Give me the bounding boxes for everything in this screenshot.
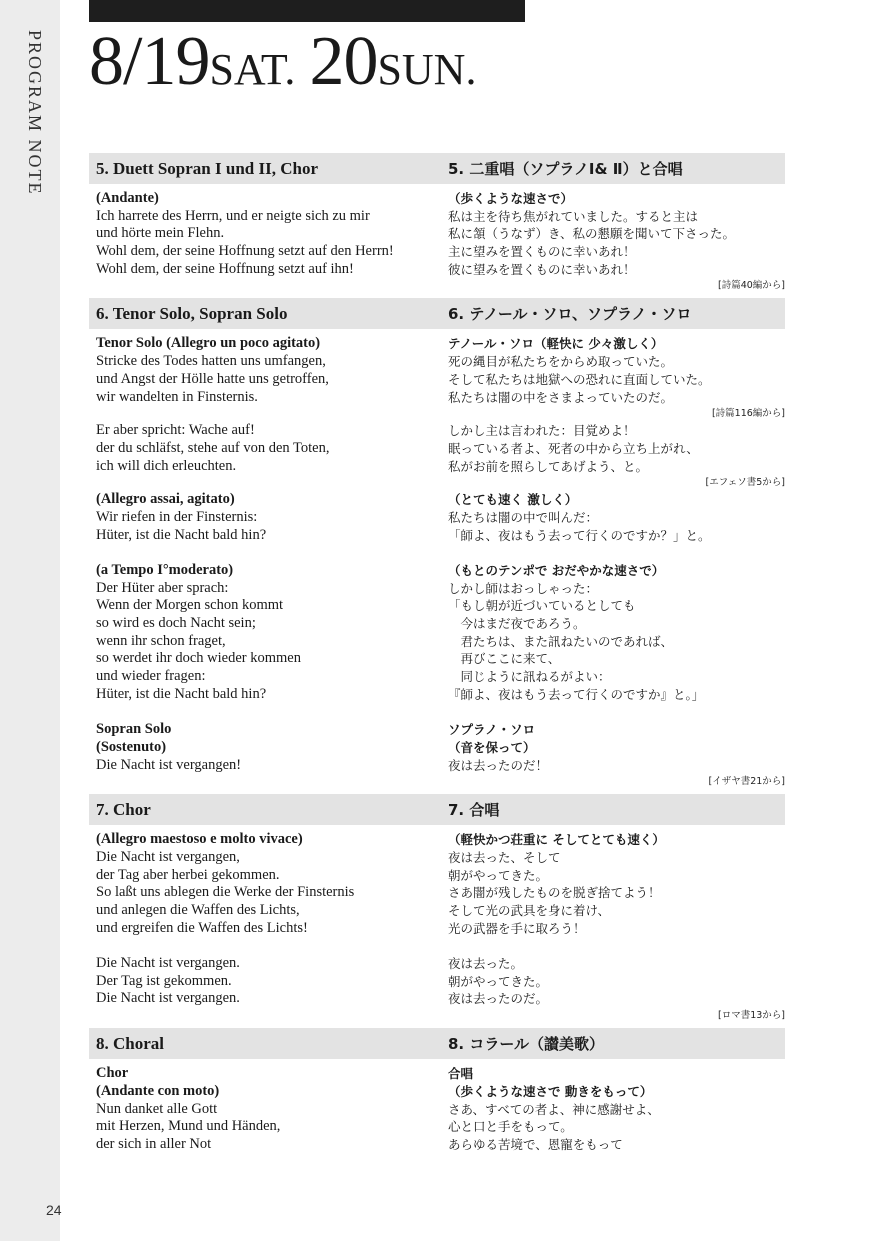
section-title-ja: 5. 二重唱（ソプラノⅠ& Ⅱ）と合唱 [448, 160, 683, 178]
spacer [89, 937, 785, 955]
japanese-line: （もとのテンポで おだやかな速さで） [448, 563, 665, 578]
japanese-text [448, 422, 785, 475]
japanese-line: 私に頷（うなず）き、私の懇願を聞いて下さった。 [448, 226, 736, 242]
japanese-line: ソプラノ・ソロ [448, 722, 536, 738]
german-line: wir wandelten in Finsternis. [96, 388, 258, 405]
section-body [89, 1059, 785, 1157]
german-line: Er aber spricht: Wache auf! [96, 422, 255, 439]
japanese-line: 夜は去ったのだ！ [448, 757, 549, 773]
side-label: PROGRAM NOTE [25, 30, 45, 196]
citation: [イザヤ書21から] [708, 776, 785, 788]
section-header [89, 153, 785, 184]
german-line: Wohl dem, der seine Hoffnung setzt auf ihn! [96, 260, 354, 277]
german-text [89, 190, 448, 278]
text-block [89, 721, 785, 774]
japanese-line: 光の武器を手に取ろう！ [448, 920, 586, 936]
german-line: Tenor Solo (Allegro un poco agitato) [96, 335, 321, 352]
japanese-text [448, 831, 785, 937]
german-line: mit Herzen, Mund und Händen, [96, 1118, 281, 1135]
german-line: (Andante con moto) [96, 1082, 220, 1099]
german-line: und anlegen die Waffen des Lichts, [96, 902, 300, 918]
german-line: so werdet ihr doch wieder kommen [96, 650, 301, 667]
citation: [詩篇116編から] [711, 408, 785, 420]
german-line: Nun danket alle Gott [96, 1100, 218, 1117]
page-number: 24 [46, 1202, 62, 1218]
german-line: der Tag aber herbei gekommen. [96, 866, 280, 883]
text-block [89, 1065, 785, 1153]
section [89, 153, 785, 298]
section-body [89, 329, 785, 794]
japanese-line: しかし主は言われた：目覚めよ！ [448, 423, 636, 439]
japanese-text [448, 721, 785, 774]
text-block [89, 562, 785, 704]
text-block [89, 190, 785, 278]
japanese-line: （歩くような速さで 動きをもって） [448, 1083, 653, 1099]
japanese-line: （歩くような速さで） [448, 191, 574, 206]
japanese-line: 心と口と手をもって。 [448, 1119, 573, 1135]
section [89, 794, 785, 1028]
section-body [89, 184, 785, 298]
german-line: So laßt uns ablegen die Werke der Finsternis [96, 884, 355, 901]
german-line: Der Tag ist gekommen. [96, 972, 232, 989]
section-header [89, 298, 785, 329]
german-text [89, 422, 448, 475]
german-line: der du schläfst, stehe auf von den Toten, [96, 439, 330, 456]
german-text [89, 955, 448, 1008]
german-line: ich will dich erleuchten. [96, 457, 237, 474]
section-title-de: 6. Tenor Solo, Sopran Solo [96, 303, 288, 323]
german-line: (Allegro maestoso e molto vivace) [96, 831, 303, 848]
japanese-text [448, 190, 785, 278]
japanese-line: 死の縄目が私たちをからめ取っていた。 [448, 354, 674, 370]
japanese-line: 同じように訊ねるがよい： [448, 669, 611, 685]
japanese-text [448, 955, 785, 1008]
section [89, 298, 785, 794]
section-title-ja: 6. テノール・ソロ、ソプラノ・ソロ [448, 305, 692, 324]
japanese-line: あらゆる苦境で、恩寵をもって [448, 1136, 623, 1152]
japanese-line: 主に望みを置くものに幸いあれ！ [448, 244, 636, 260]
german-text [89, 721, 448, 774]
german-line: Wir riefen in der Finsternis: [96, 508, 258, 525]
side-strip [0, 0, 60, 1241]
german-line: (a Tempo I°moderato) [96, 562, 234, 578]
german-line: Ich harrete des Herrn, und er neigte sich zu mir [96, 207, 370, 224]
section [89, 1028, 785, 1157]
text-block [89, 422, 785, 475]
german-line: und ergreifen die Waffen des Lichts! [96, 919, 308, 936]
date-day-2: 20 [309, 23, 378, 100]
german-text [89, 335, 448, 406]
german-line: und hörte mein Flehn. [96, 225, 225, 242]
german-line: so wird es doch Nacht sein; [96, 615, 256, 632]
japanese-line: （軽快かつ荘重に そしてとても速く） [448, 832, 665, 848]
german-line: Der Hüter aber sprach: [96, 579, 229, 596]
japanese-line: 夜は去った、そして [448, 849, 561, 865]
japanese-line: 私は主を待ち焦がれていました。すると主は [448, 208, 699, 224]
japanese-line: 夜は去った。 [448, 956, 524, 972]
text-block [89, 831, 785, 937]
japanese-line: 合唱 [448, 1066, 474, 1082]
japanese-line: （とても速く 激しく） [448, 492, 578, 508]
japanese-line: そして私たちは地獄への恐れに直面していた。 [448, 371, 711, 387]
german-text [89, 491, 448, 544]
citation: [詩篇40編から] [717, 280, 785, 292]
program-content [89, 153, 785, 1158]
section-title-de: 8. Choral [96, 1033, 164, 1053]
german-line: wenn ihr schon fraget, [96, 632, 226, 649]
japanese-line: 君たちは、また訊ねたいのであれば、 [448, 633, 674, 649]
german-text [89, 831, 448, 937]
german-line: Chor [96, 1065, 129, 1082]
spacer [89, 704, 785, 722]
german-line: (Allegro assai, agitato) [96, 491, 235, 508]
japanese-text [448, 562, 785, 704]
german-line: Stricke des Todes hatten uns umfangen, [96, 353, 326, 370]
japanese-line: 夜は去ったのだ。 [448, 991, 549, 1007]
japanese-line: 眠っている者よ、死者の中から立ち上がれ、 [448, 440, 699, 456]
text-block [89, 335, 785, 406]
german-line: (Sostenuto) [96, 738, 167, 755]
section-body [89, 825, 785, 1028]
section-header [89, 1028, 785, 1059]
japanese-line: さあ闇が残したものを脱ぎ捨てよう！ [448, 885, 661, 901]
german-line: Die Nacht ist vergangen, [96, 848, 240, 865]
section-title-de: 7. Chor [96, 799, 151, 819]
japanese-line: 朝がやってきた。 [448, 973, 549, 989]
german-line: (Andante) [96, 190, 159, 206]
japanese-line: そして光の武具を身に着け、 [448, 903, 611, 918]
japanese-line: 再びここに来て、 [448, 651, 561, 667]
german-line: und wieder fragen: [96, 668, 206, 685]
japanese-line: テノール・ソロ（軽快に 少々激しく） [448, 336, 664, 352]
japanese-line: 私がお前を照らしてあげよう、と。 [448, 458, 649, 474]
japanese-text [448, 335, 785, 406]
header-bar [89, 0, 525, 22]
japanese-line: 『師よ、夜はもう去って行くのですか』と。」 [448, 686, 705, 702]
german-line: und Angst der Hölle hatte uns getroffen, [96, 370, 329, 387]
german-line: Die Nacht ist vergangen! [96, 756, 242, 773]
section-title-ja: 8. コラール（讃美歌） [448, 1035, 605, 1054]
japanese-line: 私たちは闇の中をさまよっていたのだ。 [448, 389, 674, 405]
german-line: Hüter, ist die Nacht bald hin? [96, 526, 267, 543]
german-text [89, 1065, 448, 1153]
section-title-ja: 7. 合唱 [448, 801, 500, 820]
date-weekday-1: SAT. [209, 45, 296, 94]
german-line: der sich in aller Not [96, 1135, 212, 1152]
japanese-text [448, 491, 785, 544]
german-text [89, 562, 448, 704]
citation: [エフェソ書5から] [705, 477, 785, 489]
section-title-de: 5. Duett Sopran I und II, Chor [96, 158, 318, 178]
german-line: Wohl dem, der seine Hoffnung setzt auf den Herrn! [96, 243, 394, 260]
citation: [ロマ書13から] [717, 1010, 785, 1022]
japanese-line: （音を保って） [448, 739, 536, 755]
text-block [89, 955, 785, 1008]
date-title [89, 22, 490, 102]
german-line: Hüter, ist die Nacht bald hin? [96, 685, 267, 702]
japanese-line: しかし師はおっしゃった： [448, 580, 599, 596]
japanese-line: 私たちは闇の中で叫んだ： [448, 509, 599, 525]
japanese-text [448, 1065, 785, 1153]
german-line: Die Nacht ist vergangen. [96, 955, 240, 972]
japanese-line: 今はまだ夜であろう。 [448, 616, 586, 632]
spacer [89, 544, 785, 562]
german-line: Die Nacht ist vergangen. [96, 990, 240, 1007]
japanese-line: 「師よ、夜はもう去って行くのですか？」と。 [448, 527, 711, 543]
japanese-line: さあ、すべての者よ、神に感謝せよ、 [448, 1101, 660, 1117]
japanese-line: 彼に望みを置くものに幸いあれ！ [448, 261, 636, 277]
date-weekday-2: SUN. [377, 45, 477, 94]
japanese-line: 朝がやってきた。 [448, 867, 549, 883]
german-line: Sopran Solo [96, 721, 172, 738]
date-day-1: 8/19 [89, 23, 210, 100]
german-line: Wenn der Morgen schon kommt [96, 597, 284, 614]
japanese-line: 「もし朝が近づいているとしても [448, 598, 636, 614]
section-header [89, 794, 785, 825]
text-block [89, 491, 785, 544]
